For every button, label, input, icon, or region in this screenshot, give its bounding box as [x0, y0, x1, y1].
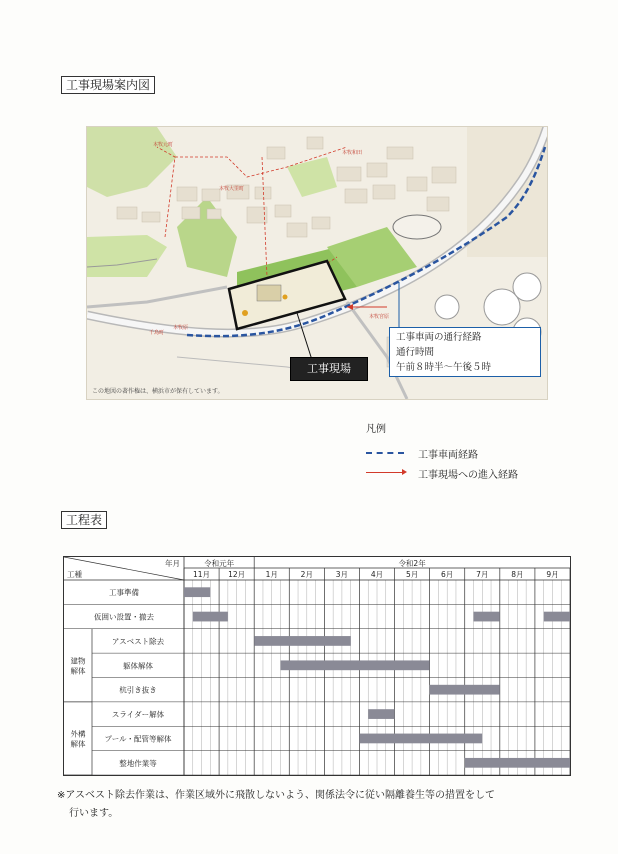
schedule-bar [359, 734, 482, 744]
month-header: 7月 [476, 570, 489, 579]
legend-dashed-line-icon [366, 452, 404, 454]
footnote [57, 787, 577, 823]
schedule-bar [544, 612, 570, 622]
month-header: 5月 [405, 570, 419, 579]
row-label: アスベスト除去 [111, 636, 165, 646]
row-label: スライダー解体 [111, 710, 165, 720]
callout-route-title: 工事車両の通行経路 [396, 332, 482, 343]
month-header: 4月 [370, 570, 384, 579]
schedule-bar [281, 660, 430, 670]
group-label: 外構 [70, 729, 86, 739]
month-header: 11月 [193, 570, 211, 579]
row-label: 杭引き抜き [119, 685, 157, 695]
header-year-month: 年月 [165, 559, 180, 568]
month-header: 1月 [265, 570, 278, 579]
place-label-honmokuhara: 本牧原 [173, 325, 189, 331]
header-work-kind: 工種 [67, 570, 82, 579]
row-label: 仮囲い設置・撤去 [94, 612, 154, 622]
group-label: 解体 [70, 666, 86, 676]
schedule-bar [193, 612, 228, 622]
schedule-bar [254, 636, 351, 646]
schedule-bar [465, 758, 570, 768]
legend-label-vehicle-route: 工事車両経路 [418, 450, 478, 461]
schedule-bar [474, 612, 500, 622]
group-label: 解体 [70, 739, 86, 749]
schedule-table [63, 556, 571, 776]
month-header: 2月 [300, 570, 313, 579]
place-label-honmoku-osatocho: 本牧大里町 [219, 186, 245, 192]
vehicle-route-callout [389, 327, 541, 377]
year-header: 令和2年 [398, 559, 426, 568]
map-copyright: この地図の著作権は、横浜市が保有しています。 [92, 388, 224, 395]
month-header: 6月 [441, 570, 454, 579]
section-title-schedule: 工程表 [61, 511, 107, 529]
construction-site-label: 工事現場 [290, 357, 368, 381]
month-header: 3月 [335, 570, 349, 579]
footnote-line-2: 行います。 [69, 808, 119, 819]
callout-hours-value: 午前８時半～午後５時 [396, 362, 492, 373]
row-label: 躯体解体 [123, 661, 153, 671]
group-label: 建物 [70, 656, 86, 666]
row-label: プール・配管等解体 [104, 734, 172, 744]
month-header: 12月 [228, 570, 246, 579]
place-label-honmoku-miyabara: 本牧宮原 [369, 314, 390, 320]
legend-label-entry-route: 工事現場への進入経路 [418, 470, 518, 481]
place-label-chidoricho: 千鳥町 [149, 330, 165, 336]
place-label-honmoku-wada: 本牧和田 [342, 150, 363, 156]
year-header: 令和元年 [204, 559, 235, 568]
month-header: 9月 [546, 570, 559, 579]
section-title-site-map: 工事現場案内図 [61, 76, 155, 94]
place-label-honmoku-motomachi: 本牧元町 [153, 142, 174, 148]
schedule-grid [64, 557, 570, 775]
schedule-bar [430, 685, 500, 695]
footnote-line-1: ※アスベスト除去作業は、作業区域外に飛散しないよう、関係法令に従い隔離養生等の措置をして [57, 790, 495, 801]
callout-hours-label: 通行時間 [396, 347, 435, 358]
month-header: 8月 [511, 570, 524, 579]
legend-title: 凡例 [366, 424, 386, 435]
schedule-bar [368, 709, 394, 719]
row-label: 工事準備 [109, 588, 139, 598]
schedule-bar [184, 587, 210, 597]
row-label: 整地作業等 [119, 758, 157, 768]
legend-arrowhead-icon [402, 469, 407, 475]
legend-red-arrow-icon [366, 472, 404, 473]
